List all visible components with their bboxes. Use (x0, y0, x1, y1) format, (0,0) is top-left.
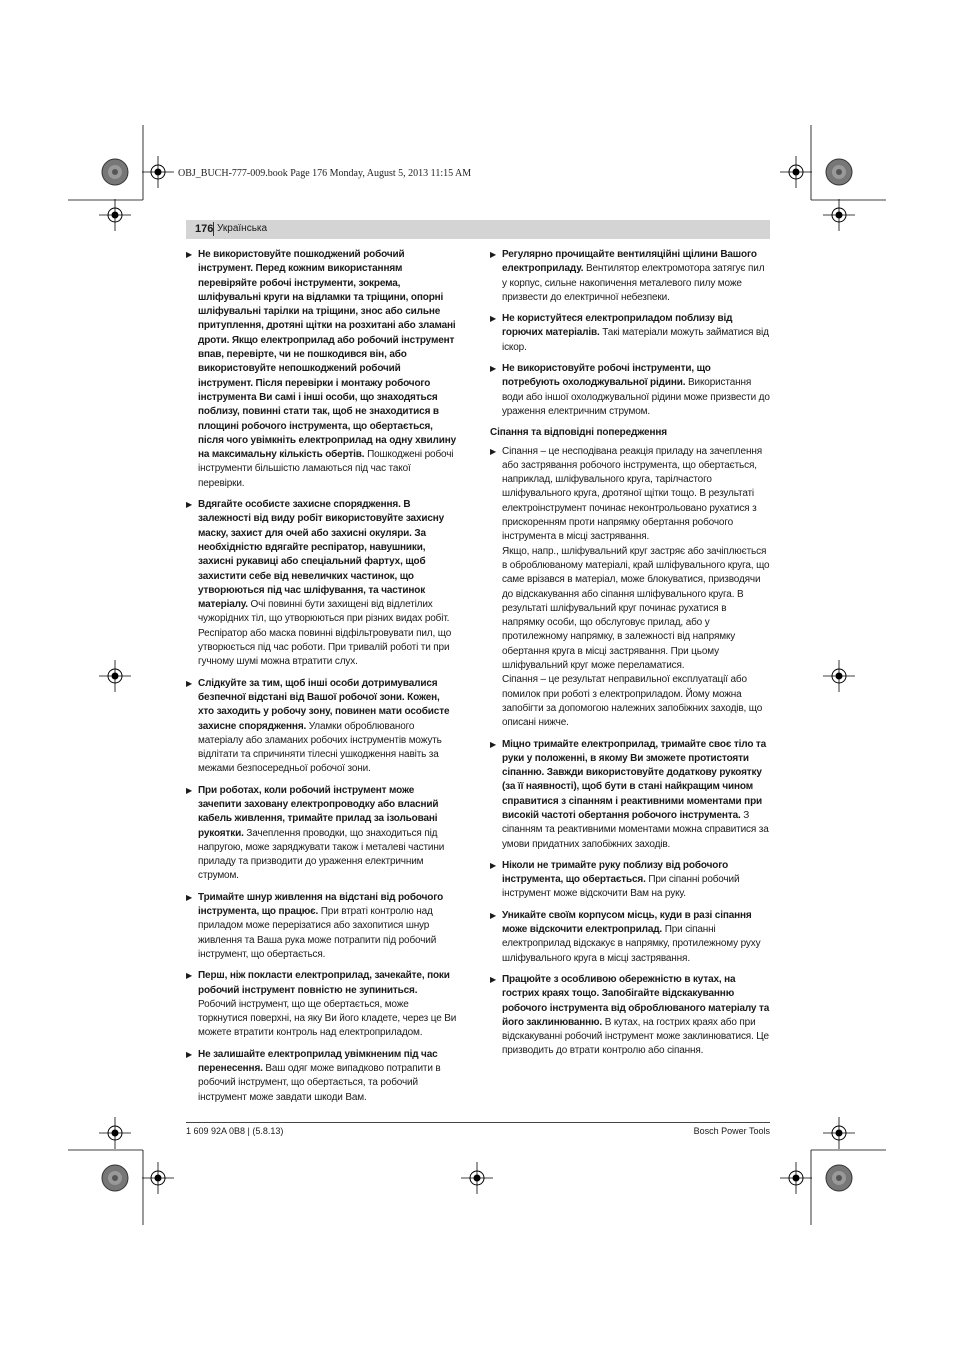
registration-mark-icon (461, 1162, 493, 1194)
triangle-bullet-icon: ▶ (186, 678, 193, 688)
list-item (490, 859, 770, 902)
list-item (186, 784, 458, 884)
triangle-bullet-icon: ▶ (186, 1049, 193, 1059)
item-text: Ваш одяг може випадково потрапити в робочий інструмент, що обертається, та робочий інструмент може завдати шкоди Вам. (198, 1063, 441, 1103)
footer-brand: Bosch Power Tools (693, 1126, 770, 1136)
footer-doc-number: 1 609 92A 0B8 | (5.8.13) (186, 1126, 284, 1136)
dash-list-item (490, 445, 770, 731)
list-item (186, 248, 458, 491)
item-bold-text: Не користуйтеся електроприладом поблизу від горючих матеріалів. (502, 313, 733, 339)
item-text: При сіпанні електроприлад відскакує в напрямку, протилежному руху шліфувального круга в місці застрявання. (502, 924, 761, 964)
item-bold-text: Перш, ніж покласти електроприлад, зачекайте, поки робочий інструмент повністю не зупиниться. (198, 970, 450, 996)
header-divider (213, 222, 214, 236)
color-target-icon (102, 159, 128, 185)
registration-mark-icon (780, 1162, 812, 1194)
list-item (490, 909, 770, 966)
item-bold-text: Регулярно прочищайте вентиляційні щілини Вашого електроприладу. (502, 249, 757, 275)
item-text: З сіпанням та реактивними моментами можна справитися за умови придатних запобіжних заходів. (502, 809, 769, 850)
triangle-bullet-icon: ▶ (490, 910, 497, 920)
item-bold-text: Вдягайте особисте захисне спорядження. В залежності від виду робіт використовуйте захисну маску, захист для очей або захисні окуляри. За необхідністю вдягайте респіратор, навушники, захисні рукавиці або спеціальний фартух, щоб захистити себе від невеличких частинок, що утворюються під час шліфування, та частинок матеріалу. (198, 499, 445, 611)
item-text: Вентилятор електромотора затягує пил у корпус, сильне накопичення металевого пилу може призвести до електричної небезпеки. (502, 263, 765, 303)
item-text: Уламки оброблюваного матеріалу або зламаних робочих інструментів можуть відлітати та спричиняти тілесні ушкодження навіть за межами безпосередньої робочої зони. (198, 720, 442, 775)
list-item (490, 362, 770, 419)
item-bold-text: Міцно тримайте електроприлад, тримайте своє тіло та руки у положенні, в якому Ви зможете протистояти сіпанню. Завжди використовуйте додаткову рукоятку (за її наявності), щоб бути в стані найкращим чином справитися з сіпанням і реактивними моментами при високій частоті обертання робочого інструмента. (502, 738, 767, 821)
registration-mark-icon (142, 1162, 174, 1194)
item-text: Робочий інструмент, що ще обертається, може торкнутися поверхні, на яку Ви його кладете, через це Ви можете втратити контроль над електроприладом. (198, 998, 457, 1039)
item-text: Зачеплення проводки, що знаходиться під напругою, може заряджувати також і металеві частини приладу та призводити до ураження електричним струмом. (198, 827, 445, 882)
item-text: Такі матеріали можуть займатися від іскор. (502, 327, 769, 353)
list-item (186, 1048, 458, 1105)
list-item (490, 312, 770, 355)
color-target-icon (826, 1165, 852, 1191)
item-bold-text: Слідкуйте за тим, щоб інші особи дотримувалися безпечної відстані від Вашої робочої зони. Кожен, хто заходить у робочу зону, повинен мати особисте захисне спорядження. (198, 677, 450, 732)
item-bold-text: Уникайте своїм корпусом місць, куди в разі сіпання може відскочити електроприлад. (502, 909, 752, 936)
list-item (490, 248, 770, 305)
list-item (186, 498, 458, 670)
footer-divider (186, 1122, 770, 1123)
item-text: В кутах, на гострих краях або при відскакуванні робочий інструмент може заклинюватися. Це призводить до втрати контролю або сіпання. (502, 1016, 769, 1057)
triangle-bullet-icon: ▶ (186, 785, 193, 795)
registration-mark-icon (99, 199, 131, 231)
print-slug: OBJ_BUCH-777-009.book Page 176 Monday, August 5, 2013 11:15 AM (178, 168, 472, 179)
triangle-bullet-icon: ▶ (490, 739, 497, 749)
registration-mark-icon (99, 660, 131, 692)
triangle-bullet-icon: ▶ (186, 892, 193, 902)
section-heading: Сіпання та відповідні попередження (490, 427, 667, 439)
item-bold-text: Ніколи не тримайте руку поблизу від робочого інструмента, що обертається. (502, 859, 729, 886)
list-item (186, 969, 458, 1040)
triangle-bullet-icon: ▶ (186, 971, 193, 981)
list-item (490, 738, 770, 852)
registration-mark-icon (780, 156, 812, 188)
paragraph: Сіпання – це результат неправильної експлуатації або помилок при роботі з електроприладом. Йому можна запобігти за допомогою належних запобіжних заходів, що описані нижче. (502, 674, 763, 729)
triangle-bullet-icon: ▶ (490, 974, 497, 984)
item-text: При втраті контролю над приладом може перерізатися або захопитися шнур живлення та Ваша рука може потрапити під робочий інструмент, що обертається. (198, 906, 437, 960)
item-text: Використання води або іншої охолоджувальної рідини може призвести до ураження електричним струмом. (502, 377, 770, 417)
triangle-bullet-icon: ▶ (490, 250, 497, 259)
item-text: Очі повинні бути захищені від відлетілих чужорідних тіл, що утворюються при різних видах робіт. Респіратор або маска повинні відфільтровувати пил, що утворюється під час роботи. При тривалій роботі ти при гучному шумі можна втратити слух. (198, 599, 452, 668)
triangle-bullet-icon: ▶ (490, 364, 497, 374)
item-bold-text: Не залишайте електроприлад увімкненим під час перенесення. (198, 1048, 438, 1075)
item-text: Пошкоджені робочі інструменти більшістю ламаються під час такої перевірки. (198, 449, 454, 489)
item-bold-text: Працюйте з особливою обережністю в кутах, на гострих краях тощо. Запобігайте відскакуванню робочого інструмента від оброблюваного матеріалу та його заклинюванню. (502, 973, 770, 1028)
paragraph: Якщо, напр., шліфувальний круг застряє або зачіплюється в оброблюваному матеріалі, край шліфувального круга, що саме врізався в матеріал, може блокуватися, призводячи до відскакування або сіпання шліфувального круга. В результаті шліфувальний круг починає рухатися в напрямку особи, що обслуговує прилад, або у протилежному напрямку, в залежності від напрямку обертання круга в місці застрявання. При цьому шліфувальний круг може переламатися. (502, 545, 770, 672)
item-bold-text: Не використовуйте робочі інструменти, що потребують охолоджувальної рідини. (502, 363, 711, 389)
page-language: Українська (217, 223, 268, 234)
registration-mark-icon (823, 1117, 855, 1149)
list-item (186, 677, 458, 777)
page-header-bar (186, 220, 770, 239)
left-column (186, 248, 458, 1112)
item-bold-text: При роботах, коли робочий інструмент може зачепити заховану електропроводку або власний кабель живлення, тримайте прилад за ізольовані рукоятки. (198, 784, 439, 839)
color-target-icon (102, 1165, 128, 1191)
triangle-bullet-icon: ▶ (490, 314, 497, 324)
registration-mark-icon (142, 156, 174, 188)
registration-mark-icon (823, 660, 855, 692)
item-bold-text: Не використовуйте пошкоджений робочий інструмент. Перед кожним використанням перевіряйте робочі інструменти, зокрема, шліфувальні круги на відламки та тріщини, опорні шліфувальні тарілки на тріщини, знос або сильне притуплення, дротяні щітки на розхитані або зламані дроти. Якщо електроприлад або робочий інструмент впав, перевірте, чи не пошкодився він, або використовуйте непошкоджений робочий інструмент. Після перевірки і монтажу робочого інструмента Ви самі і інші особи, що знаходяться поблизу, повинні стати так, щоб не знаходитися в площині робочого інструмента, що обертається, після чого увімкніть електроприлад на одну хвилину на максимальну кількість обертів. (198, 249, 457, 461)
triangle-bullet-icon: ▶ (490, 860, 497, 870)
registration-mark-icon (823, 199, 855, 231)
list-item (490, 973, 770, 1059)
list-item (186, 891, 458, 962)
triangle-bullet-icon: ▶ (186, 500, 193, 510)
paragraph: Сіпання – це несподівана реакція приладу на зачеплення або застрявання робочого інструмента, що обертається, наприклад, шліфувального круга, тарілчастого шліфувального круга, дротяної щітки тощо. В результаті електроінструмент починає неконтрольовано рухатися з прискоренням проти напрямку обертання робочого інструмента в місці застрявання. (502, 445, 762, 543)
item-text: При сіпанні робочий інструмент може відскочити Вам на руку. (502, 874, 740, 900)
triangle-bullet-icon: ▶ (490, 446, 497, 456)
color-target-icon (826, 159, 852, 185)
right-column (490, 248, 770, 1066)
triangle-bullet-icon: ▶ (186, 250, 193, 259)
item-bold-text: Тримайте шнур живлення на відстані від робочого інструмента, що працює. (198, 891, 444, 918)
registration-mark-icon (99, 1117, 131, 1149)
page-number: 176 (195, 223, 214, 235)
